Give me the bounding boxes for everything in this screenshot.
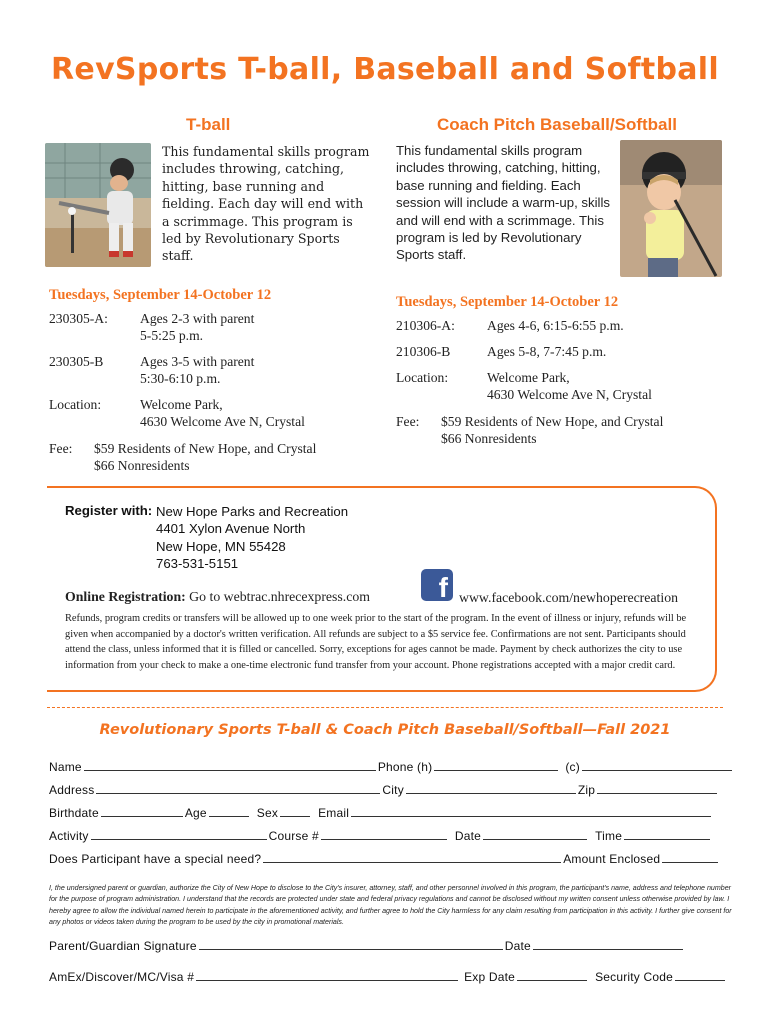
course-label: Course # bbox=[268, 829, 319, 843]
tball-session-a-time: 5-5:25 p.m. bbox=[140, 328, 204, 343]
amount-field[interactable] bbox=[662, 851, 718, 863]
coach-pitch-fee-nonresidents: $66 Nonresidents bbox=[441, 431, 537, 446]
waiver-text: I, the undersigned parent or guardian, authorize the City of New Hope to disclose to the City's insurer, attorney, staff, and other personnel involved in this program, the participant's name, address and telephone number for the purpose of program administration. I understand that the records are protected under state and federal privacy regulations and cannot be disclosed without my written consent unless otherwise provided by law. I hereby agree to allow the individual named herein to participate in the aforementioned activity, and further agree to hold the City harmless for any claim resulting from participation in this activity. I further give consent for any photos or videos taken during the program to be used by the city in promotional materials. bbox=[49, 884, 732, 927]
tball-description: This fundamental skills program includes throwing, catching, hitting, base running and fielding. Each day will end with a scrimmage. This program is led by Revolutionary Sports staff. bbox=[162, 144, 370, 264]
special-need-field[interactable] bbox=[263, 851, 561, 863]
coach-pitch-session-b-details: Ages 5-8, 7-7:45 p.m. bbox=[487, 344, 607, 359]
tball-location-line1: Welcome Park, bbox=[140, 397, 223, 412]
phone-home-field[interactable] bbox=[434, 759, 558, 771]
cut-line bbox=[47, 707, 723, 708]
address-label: Address bbox=[49, 783, 95, 797]
email-label: Email bbox=[318, 806, 350, 820]
tball-session-b-ages: Ages 3-5 with parent bbox=[140, 354, 255, 369]
form-row-birthdate bbox=[49, 805, 713, 820]
form-row-special-need bbox=[49, 851, 720, 866]
coach-pitch-photo bbox=[620, 140, 722, 277]
coach-pitch-location-label: Location: bbox=[396, 370, 449, 385]
birthdate-label: Birthdate bbox=[49, 806, 99, 820]
tball-session-a-ages: Ages 2-3 with parent bbox=[140, 311, 255, 326]
card-field[interactable] bbox=[196, 969, 458, 981]
course-field[interactable] bbox=[321, 828, 447, 840]
register-phone: 763-531-5151 bbox=[156, 556, 239, 572]
coach-pitch-location-line2: 4630 Welcome Ave N, Crystal bbox=[487, 387, 652, 402]
tball-photo bbox=[45, 143, 151, 267]
register-city: New Hope, MN 55428 bbox=[156, 538, 286, 554]
online-registration-label: Online Registration: bbox=[65, 589, 186, 604]
birthdate-field[interactable] bbox=[101, 805, 183, 817]
coach-pitch-fee-residents: $59 Residents of New Hope, and Crystal bbox=[441, 414, 664, 429]
form-row-card bbox=[49, 969, 727, 984]
tball-dates: Tuesdays, September 14-October 12 bbox=[49, 287, 272, 303]
tball-location-label: Location: bbox=[49, 397, 102, 412]
coach-pitch-heading: Coach Pitch Baseball/Softball bbox=[437, 115, 677, 134]
name-label: Name bbox=[49, 760, 82, 774]
form-row-address bbox=[49, 782, 719, 797]
special-need-label: Does Participant have a special need? bbox=[49, 852, 262, 866]
time-field[interactable] bbox=[624, 828, 710, 840]
tball-session-a-code: 230305-A: bbox=[49, 311, 108, 326]
tball-location-line2: 4630 Welcome Ave N, Crystal bbox=[140, 414, 305, 429]
coach-pitch-session-b-code: 210306-B bbox=[396, 344, 451, 359]
page-title: RevSports T-ball, Baseball and Softball bbox=[51, 52, 719, 87]
date-label: Date bbox=[454, 829, 482, 843]
coach-pitch-session-a-details: Ages 4-6, 6:15-6:55 p.m. bbox=[487, 318, 624, 333]
refund-policy: Refunds, program credits or transfers will be allowed up to one week prior to the start of the program. In the event of illness or injury, refunds will be given when accompanied by a doctor's written verification. All refunds are subject to a $5 service fee. Confirmations are not sent. Participants should attend the class, unless informed that it is filled or cancelled. Sorry, exceptions for ages cannot be made. Payment by check authorizes the city to use information from your check to make a one-time electronic fund transfer from your account. Phone registrations accepted with a major credit card. bbox=[65, 613, 687, 671]
form-title: Revolutionary Sports T-ball & Coach Pitch Baseball/Softball—Fall 2021 bbox=[99, 722, 671, 738]
activity-field[interactable] bbox=[91, 828, 267, 840]
tball-fee-nonresidents: $66 Nonresidents bbox=[94, 458, 190, 473]
phone-cell-field[interactable] bbox=[582, 759, 732, 771]
sex-field[interactable] bbox=[280, 805, 310, 817]
coach-pitch-session-a-code: 210306-A: bbox=[396, 318, 455, 333]
signature-field[interactable] bbox=[199, 938, 503, 950]
form-row-signature bbox=[49, 938, 685, 953]
form-row-activity bbox=[49, 828, 712, 843]
tball-session-b-code: 230305-B bbox=[49, 354, 104, 369]
security-label: Security Code bbox=[595, 970, 674, 984]
exp-label: Exp Date bbox=[464, 970, 516, 984]
tball-heading: T-ball bbox=[186, 115, 231, 134]
coach-pitch-dates: Tuesdays, September 14-October 12 bbox=[396, 294, 619, 310]
zip-label: Zip bbox=[577, 783, 596, 797]
exp-field[interactable] bbox=[517, 969, 587, 981]
time-label: Time bbox=[595, 829, 623, 843]
signature-label: Parent/Guardian Signature bbox=[49, 939, 197, 953]
city-label: City bbox=[382, 783, 404, 797]
register-label: Register with: bbox=[65, 503, 153, 518]
tball-fee-residents: $59 Residents of New Hope, and Crystal bbox=[94, 441, 317, 456]
tball-fee-label: Fee: bbox=[49, 441, 73, 456]
card-label: AmEx/Discover/MC/Visa # bbox=[49, 970, 195, 984]
coach-pitch-description: This fundamental skills program includes throwing, catching, hitting, base running and fielding. Each session will include a warm-up, skills and will end with a scrimmage. This program is led by Revolutionary Sports staff. bbox=[396, 143, 611, 263]
security-field[interactable] bbox=[675, 969, 725, 981]
signature-date-label: Date bbox=[504, 939, 531, 953]
tball-session-b-time: 5:30-6:10 p.m. bbox=[140, 371, 221, 386]
activity-label: Activity bbox=[49, 829, 89, 843]
form-row-name bbox=[49, 759, 734, 774]
phone-cell-label: (c) bbox=[565, 760, 580, 774]
phone-home-label: Phone (h) bbox=[377, 760, 433, 774]
address-field[interactable] bbox=[96, 782, 380, 794]
age-label: Age bbox=[184, 806, 207, 820]
zip-field[interactable] bbox=[597, 782, 717, 794]
facebook-link[interactable]: www.facebook.com/newhoperecreation bbox=[459, 590, 678, 605]
coach-pitch-location-line1: Welcome Park, bbox=[487, 370, 570, 385]
coach-pitch-fee-label: Fee: bbox=[396, 414, 420, 429]
age-field[interactable] bbox=[209, 805, 249, 817]
amount-label: Amount Enclosed bbox=[563, 852, 661, 866]
facebook-icon[interactable]: f bbox=[421, 569, 453, 601]
signature-date-field[interactable] bbox=[533, 938, 683, 950]
online-registration-link[interactable]: Go to webtrac.nhrecexpress.com bbox=[185, 589, 370, 604]
name-field[interactable] bbox=[84, 759, 376, 771]
email-field[interactable] bbox=[351, 805, 711, 817]
online-registration bbox=[65, 588, 370, 606]
register-street: 4401 Xylon Avenue North bbox=[156, 521, 306, 537]
register-org: New Hope Parks and Recreation bbox=[156, 504, 349, 519]
date-field[interactable] bbox=[483, 828, 587, 840]
register-address bbox=[156, 503, 348, 573]
city-field[interactable] bbox=[406, 782, 576, 794]
sex-label: Sex bbox=[256, 806, 279, 820]
